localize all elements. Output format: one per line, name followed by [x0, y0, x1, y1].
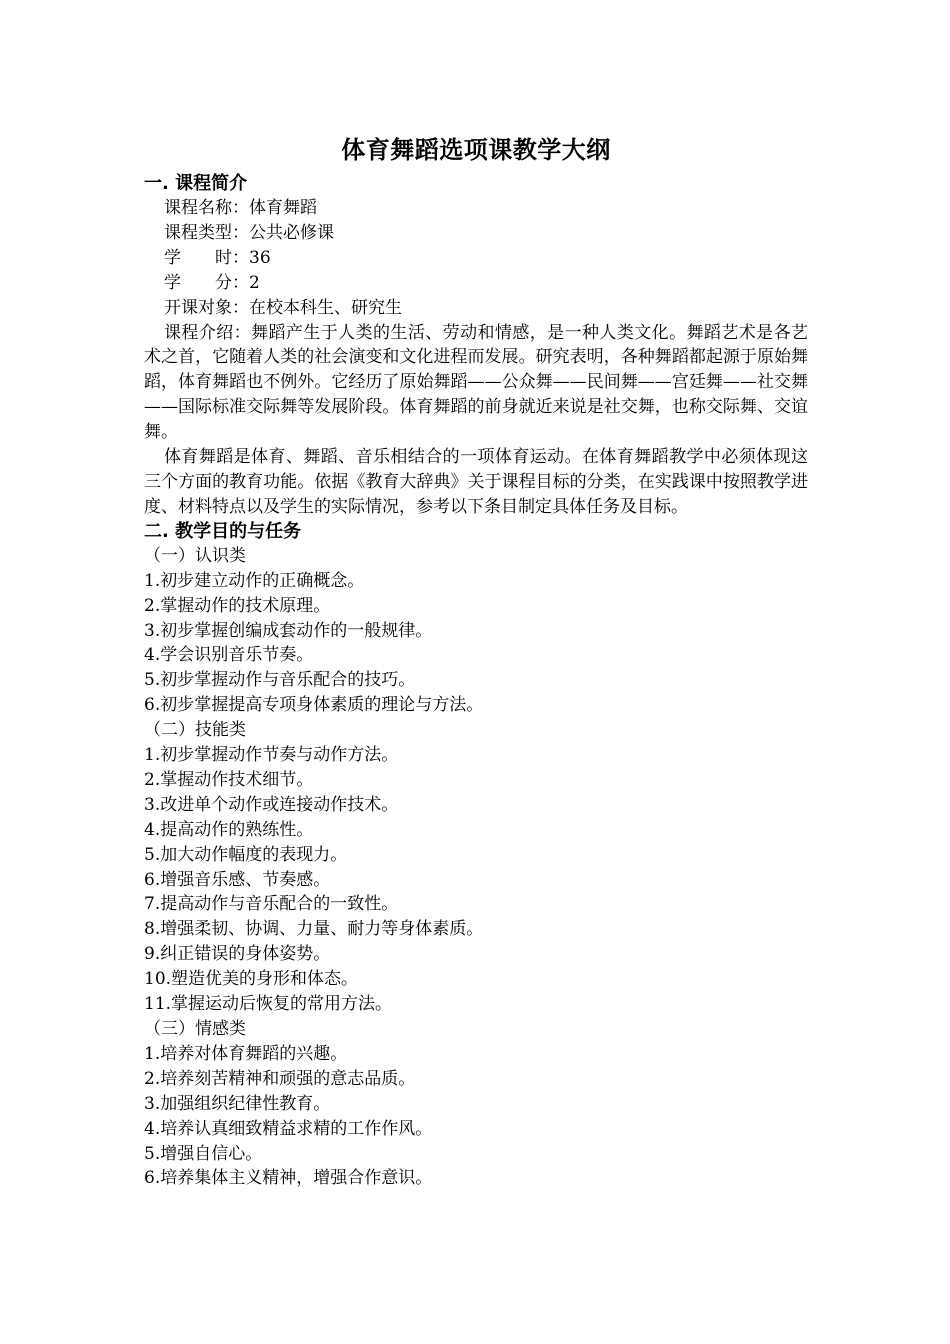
course-goal-paragraph: 体育舞蹈是体育、舞蹈、音乐相结合的一项体育运动。在体育舞蹈教学中必须体现这三个方面的教育功能。依据《教育大辞典》关于课程目标的分类，在实践课中按照教学进度、材料特点以及学生的实际情况，参考以下条目制定具体任务及目标。 — [144, 447, 808, 517]
list-item: 1.初步掌握动作节奏与动作方法。 — [144, 745, 399, 766]
course-name-value: 体育舞蹈 — [249, 198, 317, 218]
group-heading-cognitive: （一）认识类 — [144, 545, 246, 566]
course-name-line — [144, 196, 808, 221]
list-item: 6.培养集体主义精神，增强合作意识。 — [144, 1168, 433, 1189]
list-item: 5.初步掌握动作与音乐配合的技巧。 — [144, 670, 416, 691]
list-item: 4.培养认真细致精益求精的工作作风。 — [144, 1118, 433, 1139]
list-item: 6.增强音乐感、节奏感。 — [144, 869, 331, 890]
list-item: 2.培养刻苦精神和顽强的意志品质。 — [144, 1068, 416, 1089]
list-item: 10.塑造优美的身形和体态。 — [144, 969, 359, 990]
document-title: 体育舞蹈选项课教学大纲 — [341, 136, 611, 164]
group-heading-affective: （三）情感类 — [144, 1019, 246, 1039]
list-item: 7.提高动作与音乐配合的一致性。 — [144, 894, 399, 915]
list-item: 5.增强自信心。 — [144, 1143, 263, 1164]
list-item: 5.加大动作幅度的表现力。 — [144, 844, 348, 865]
course-type-label: 课程类型： — [164, 222, 249, 243]
course-type-line — [144, 221, 808, 246]
document-page — [144, 132, 808, 1191]
course-intro-paragraph: 课程介绍：舞蹈产生于人类的生活、劳动和情感，是一种人类文化。舞蹈艺术是各艺术之首，它随着人类的社会演变和文化进程而发展。研究表明，各种舞蹈都起源于原始舞蹈，体育舞蹈也不例外。它经历了原始舞蹈——公众舞——民间舞——宫廷舞——社交舞——国际标准交际舞等发展阶段。体育舞蹈的前身就近来说是社交舞，也称交际舞、交谊舞。 — [144, 322, 808, 443]
audience-label: 开课对象： — [164, 297, 249, 318]
list-item: 2.掌握动作的技术原理。 — [144, 595, 331, 616]
list-item: 3.改进单个动作或连接动作技术。 — [144, 794, 399, 815]
section-heading-objectives: 二. 教学目的与任务 — [144, 520, 302, 542]
group-heading-skills: （二）技能类 — [144, 720, 246, 741]
credits-line — [144, 271, 808, 296]
course-type-value: 公共必修课 — [249, 222, 334, 243]
list-item: 3.初步掌握创编成套动作的一般规律。 — [144, 620, 433, 641]
hours-label: 学 时： — [164, 247, 249, 268]
audience-value: 在校本科生、研究生 — [249, 297, 402, 318]
list-item: 1.培养对体育舞蹈的兴趣。 — [144, 1043, 348, 1064]
list-item: 2.掌握动作技术细节。 — [144, 769, 314, 790]
section-heading-course-intro: 一. 课程简介 — [144, 173, 248, 194]
list-item: 11.掌握运动后恢复的常用方法。 — [144, 994, 393, 1015]
credits-value: 2 — [249, 272, 260, 293]
list-item: 4.学会识别音乐节奏。 — [144, 645, 314, 666]
list-item: 9.纠正错误的身体姿势。 — [144, 944, 331, 965]
credits-label: 学 分： — [164, 272, 249, 293]
hours-line — [144, 246, 808, 271]
list-item: 4.提高动作的熟练性。 — [144, 819, 314, 840]
list-item: 1.初步建立动作的正确概念。 — [144, 570, 365, 591]
course-name-label: 课程名称： — [164, 198, 249, 218]
list-item: 3.加强组织纪律性教育。 — [144, 1093, 331, 1114]
list-item: 6.初步掌握提高专项身体素质的理论与方法。 — [144, 695, 484, 716]
hours-value: 36 — [249, 247, 271, 268]
audience-line — [144, 296, 808, 321]
list-item: 8.增强柔韧、协调、力量、耐力等身体素质。 — [144, 919, 484, 940]
